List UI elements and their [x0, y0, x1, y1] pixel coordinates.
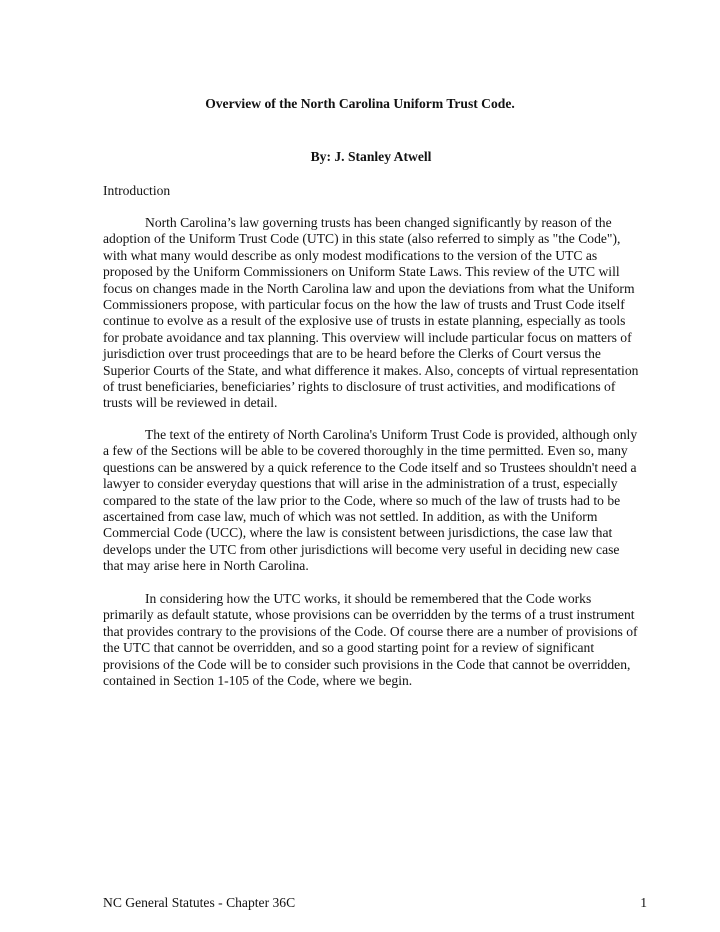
body-paragraph-3-container [103, 591, 643, 689]
footer-chapter-label: NC General Statutes - Chapter 36C [103, 895, 296, 910]
footer-page-number: 1 [640, 895, 647, 910]
body-paragraph-2-container [103, 427, 643, 575]
body-paragraph-1-container [103, 215, 643, 412]
body-paragraph: North Carolina’s law governing trusts has been changed significantly by reason of the adoption of the Uniform Trust Code (UTC) in this state (also referred to simply as "the Code"), with what many would describe as only modest modifications to the version of the UTC as proposed by the Uniform Commissioners on Uniform State Laws. This review of the UTC will focus on changes made in the North Carolina law and upon the deviations from what the Uniform Commissioners propose, with particular focus on the how the law of trusts and Trust Code itself continue to evolve as a result of the explosive use of trusts in estate planning, especially as tools for probate avoidance and tax planning. This overview will include particular focus on matters of jurisdiction over trust proceedings that are to be heard before the Clerks of Court versus the Superior Courts of the State, and what difference it makes. Also, concepts of virtual representation of trust beneficiaries, beneficiaries’ rights to disclosure of trust activities, and modifications of trusts will be reviewed in detail. [103, 215, 639, 411]
body-paragraph: In considering how the UTC works, it should be remembered that the Code works primarily as default statute, whose provisions can be overridden by the terms of a trust instrument that provides contrary to the provisions of the Code. Of course there are a number of provisions of the UTC that cannot be overridden, and so a good starting point for a review of significant provisions of the Code will be to consider such provisions in the Code that cannot be overridden, contained in Section 1-105 of the Code, where we begin. [103, 591, 638, 689]
section-heading: Introduction [103, 183, 171, 198]
author-byline: By: J. Stanley Atwell [310, 149, 432, 164]
document-title: Overview of the North Carolina Uniform Trust Code. [205, 96, 515, 111]
body-paragraph: The text of the entirety of North Carolina's Uniform Trust Code is provided, although only a few of the Sections will be able to be covered thoroughly in the time permitted. Even so, many questions can be answered by a quick reference to the Code itself and so Trustees shouldn't need a lawyer to consider everyday questions that will arise in the administration of a trust, especially compared to the state of the law prior to the Code, where so much of the law of trusts had to be ascertained from case law, much of which was not settled. In addition, as with the Uniform Commercial Code (UCC), where the law is consistent between jurisdictions, the case law that develops under the UTC from other jurisdictions will become very useful in deciding new case that may arise here in North Carolina. [103, 427, 638, 574]
